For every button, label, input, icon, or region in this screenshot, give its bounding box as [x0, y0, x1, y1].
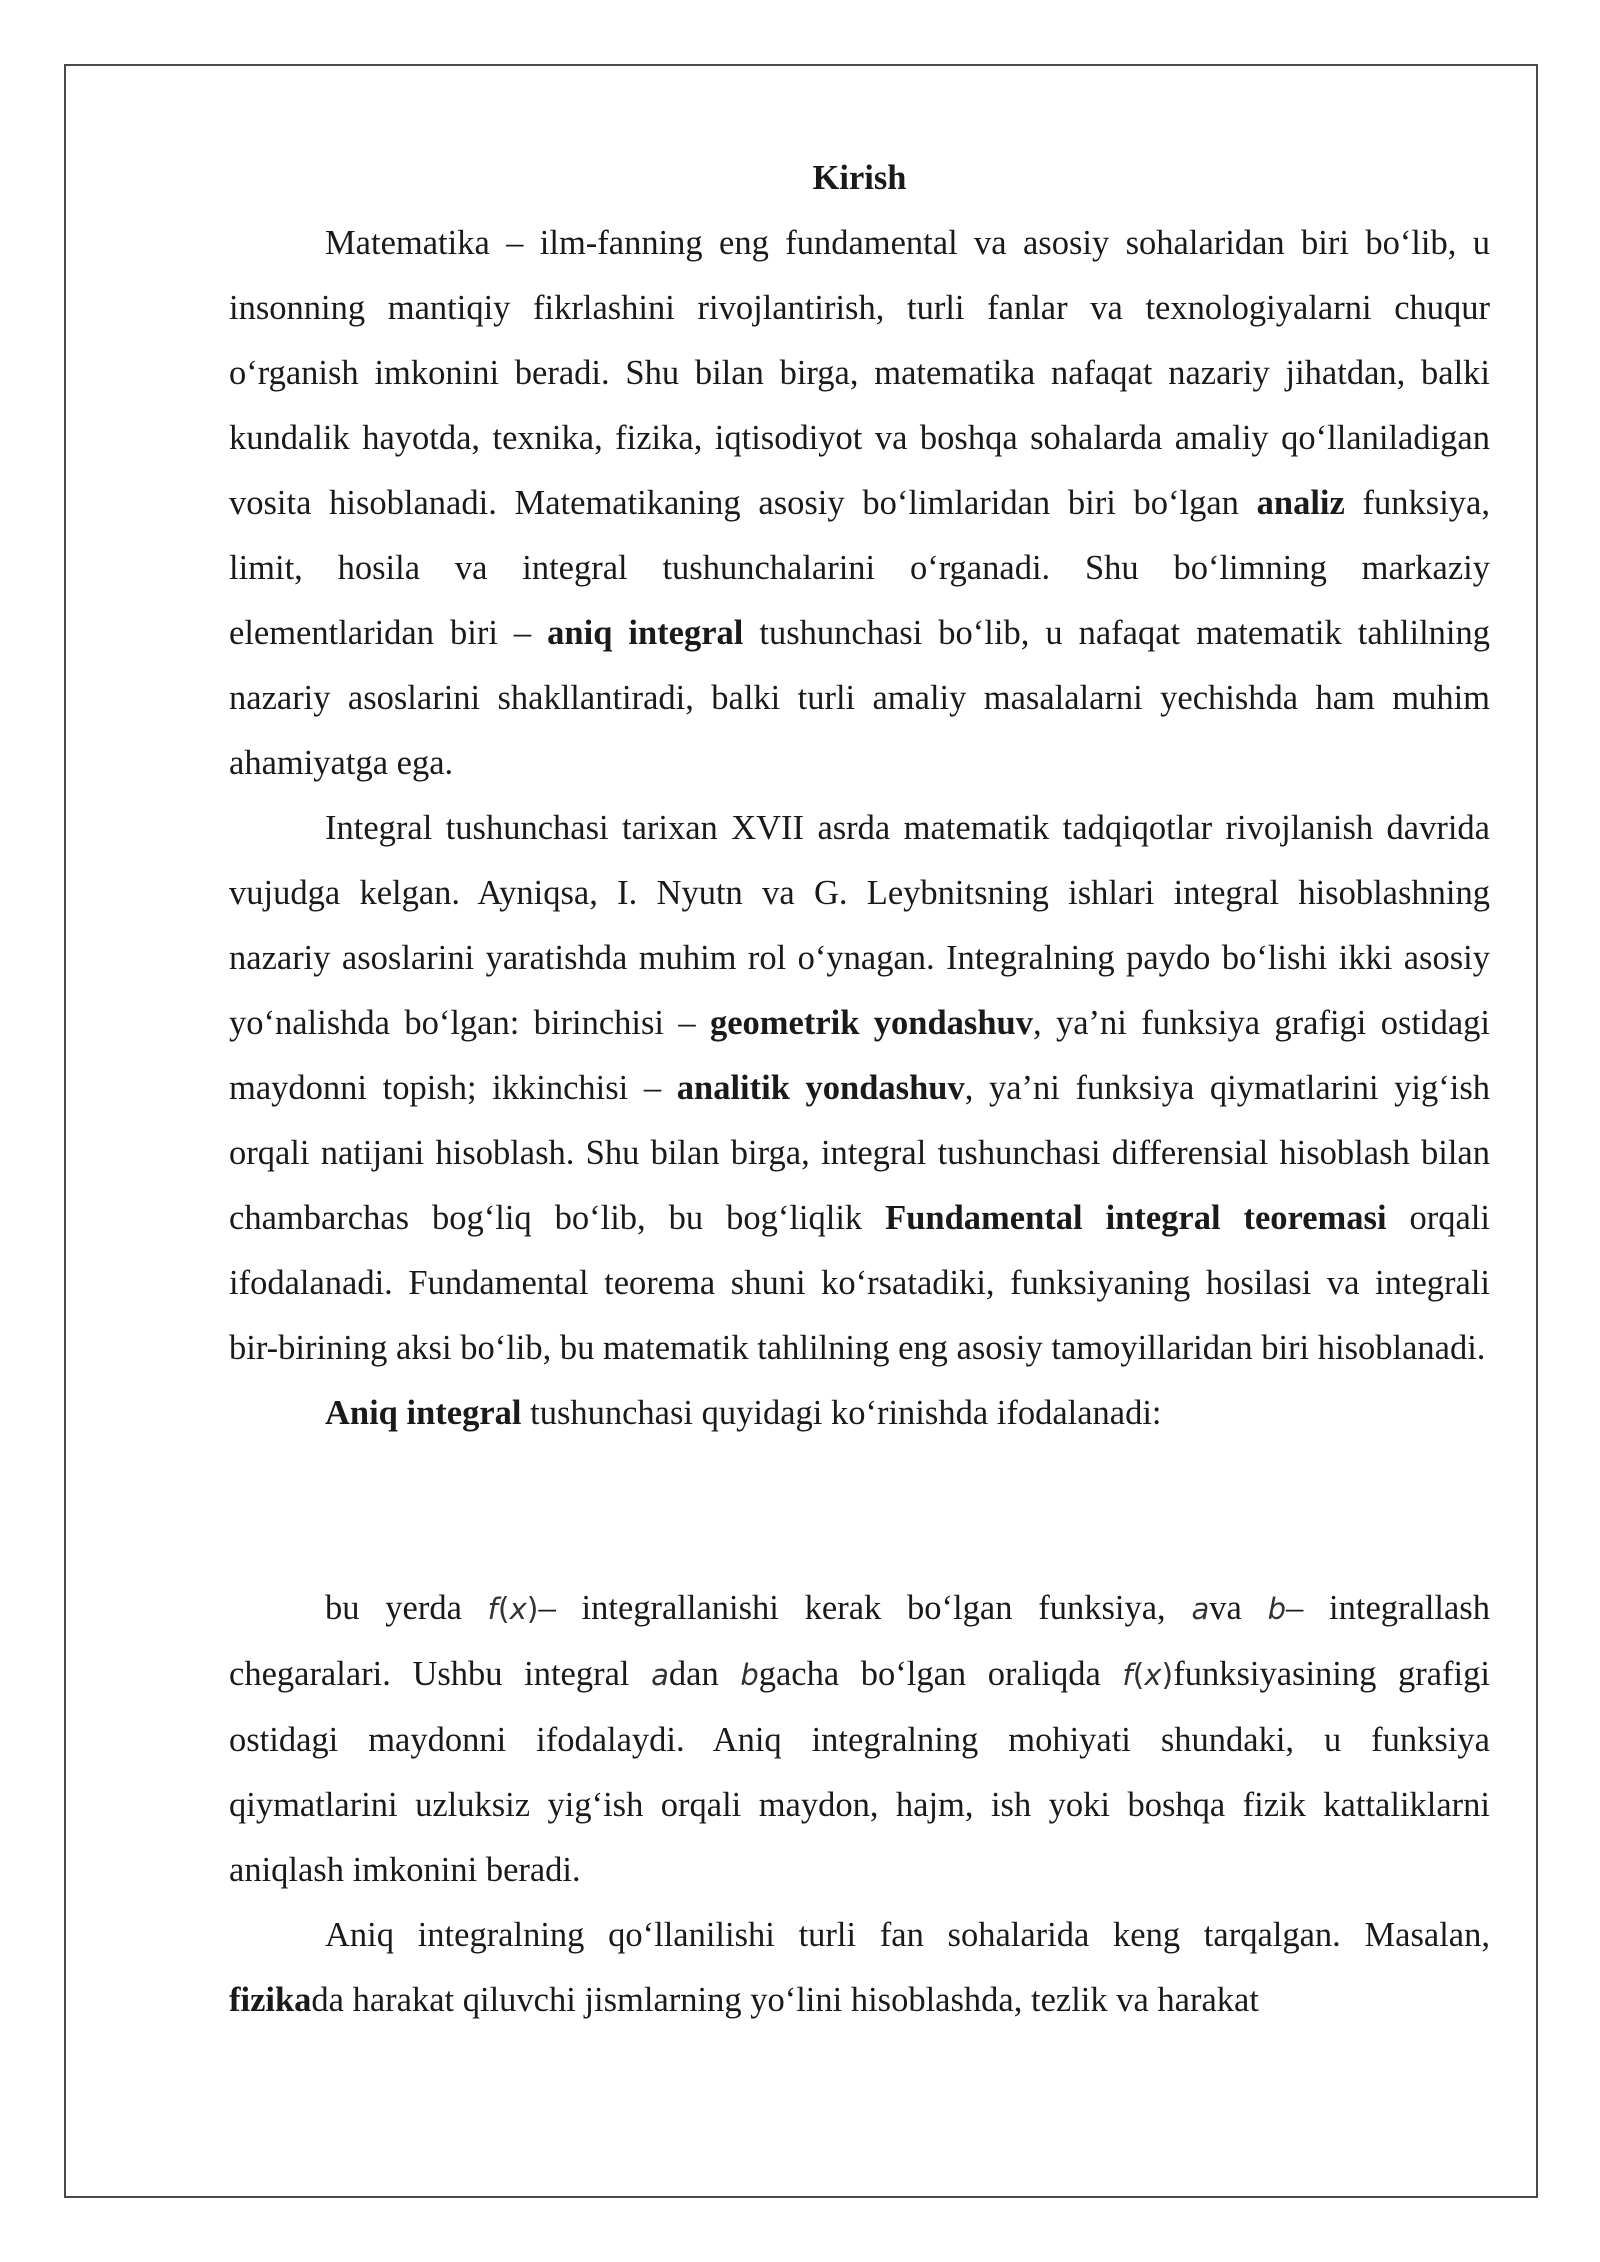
paragraph-intro	[229, 211, 1490, 796]
math-f: f	[1122, 1658, 1133, 1692]
bold-term-analiz: analiz	[1256, 484, 1345, 522]
paragraph-explanation	[229, 1576, 1490, 1903]
math-f: f	[487, 1592, 498, 1626]
text-run: Aniq integralning qo‘llanilishi turli fan sohalarida keng tarqalgan. Masalan,	[325, 1916, 1490, 1954]
bold-term-analitik-yondashuv: analitik yondashuv	[676, 1069, 965, 1107]
bold-term-aniq-integral: aniq integral	[547, 614, 744, 652]
text-run: tushunchasi bo‘lib, u nafaqat matematik tahlilning nazariy asoslarini shakllantiradi, balki turli amaliy masalalarni yechishda ham muhim ahamiyatga ega.	[229, 614, 1490, 782]
bold-term-fizika: fizika	[229, 1981, 312, 2019]
math-b: b	[740, 1658, 759, 1692]
math-x: x	[1144, 1658, 1162, 1692]
math-paren: (	[1132, 1658, 1145, 1693]
text-run: funksiya, limit, hosila va integral tushunchalarini o‘rganadi. Shu bo‘limning markaziy elementlaridan biri –	[229, 484, 1490, 652]
bold-term-aniq-integral: Aniq integral	[325, 1394, 522, 1432]
text-run: Matematika – ilm-fanning eng fundamental va asosiy sohalaridan biri bo‘lib, u insonning mantiqiy fikrlashini rivojlantirish, turli fanlar va texnologiyalarni chuqur o‘rganish imkonini beradi. Shu bilan birga, matematika nafaqat nazariy jihatdan, balki kundalik hayotda, texnika, fizika, iqtisodiyot va boshqa sohalarda amaliy qo‘llaniladigan vosita hisoblanadi. Matematikaning asosiy bo‘limlaridan biri bo‘lgan	[229, 224, 1490, 522]
paragraph-history	[229, 796, 1490, 1381]
text-run: dan	[668, 1655, 741, 1693]
math-paren: (	[497, 1592, 510, 1627]
paragraph-definition-intro	[229, 1381, 1490, 1446]
text-run: funksiyasining grafigi ostidagi maydonni ifodalaydi. Aniq integralning mohiyati shundaki, u funksiya qiymatlarini uzluksiz yig‘ish orqali maydon, hajm, ish yoki boshqa fizik kattaliklarni aniqlash imkonini beradi.	[229, 1655, 1490, 1889]
formula-placeholder	[229, 1446, 1490, 1576]
text-run: orqali ifodalanadi. Fundamental teorema shuni ko‘rsatadiki, funksiyaning hosilasi va integrali bir-birining aksi bo‘lib, bu matematik tahlilning eng asosiy tamoyillaridan biri hisoblanadi.	[229, 1199, 1490, 1367]
text-run: Integral tushunchasi tarixan XVII asrda matematik tadqiqotlar rivojlanish davrida vujudga kelgan. Ayniqsa, I. Nyutn va G. Leybnitsning ishlari integral hisoblashning nazariy asoslarini yaratishda muhim rol o‘ynagan. Integralning paydo bo‘lishi ikki asosiy yo‘nalishda bo‘lgan: birinchisi –	[229, 809, 1490, 1042]
bold-term-fundamental-teorema: Fundamental integral teoremasi	[885, 1199, 1387, 1237]
math-paren: )	[526, 1592, 539, 1627]
math-a: a	[651, 1658, 669, 1692]
math-b: b	[1267, 1592, 1286, 1626]
text-run: bu yerda	[325, 1589, 488, 1627]
text-run: va	[1209, 1589, 1268, 1627]
text-run: – integrallash chegaralari. Ushbu integral	[229, 1589, 1490, 1693]
text-run: da harakat qiluvchi jismlarning yo‘lini hisoblashda, tezlik va harakat	[311, 1981, 1259, 2019]
math-paren: )	[1161, 1658, 1174, 1693]
math-a: a	[1191, 1592, 1210, 1626]
text-run: , ya’ni funksiya qiymatlarini yig‘ish orqali natijani hisoblash. Shu bilan birga, integral tushunchasi differensial hisoblash bilan chambarchas bog‘liq bo‘lib, bu bog‘liqlik	[229, 1069, 1491, 1237]
text-run: gacha bo‘lgan oraliqda	[758, 1655, 1123, 1693]
document-body	[229, 146, 1490, 2033]
text-run: , ya’ni funksiya grafigi ostidagi maydonni topish; ikkinchisi –	[229, 1004, 1490, 1107]
bold-term-geometrik-yondashuv: geometrik yondashuv	[709, 1004, 1033, 1042]
paragraph-applications	[229, 1903, 1490, 2033]
text-run: tushunchasi quyidagi ko‘rinishda ifodalanadi:	[521, 1394, 1162, 1432]
document-title: Kirish	[812, 159, 907, 197]
text-run: – integrallanishi kerak bo‘lgan funksiya,	[538, 1589, 1192, 1627]
math-x: x	[509, 1592, 527, 1626]
